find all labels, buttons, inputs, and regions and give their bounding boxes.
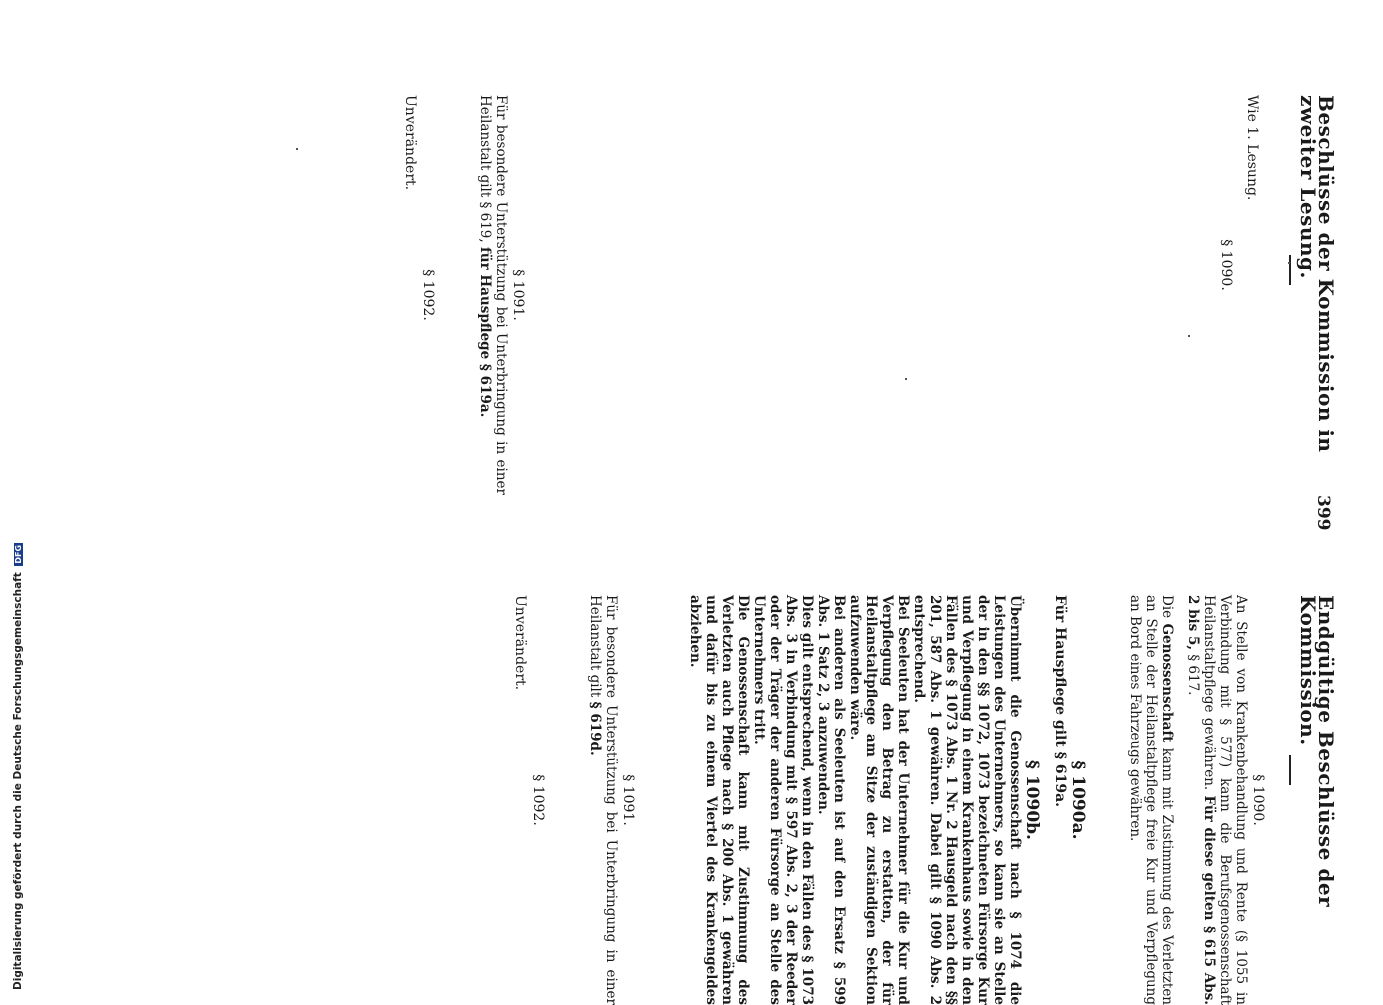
section-1090-right-p2-c: kann mit Zustimmung des Verletzten an Stelle der Heilanstaltpflege freie Kur und Verpflegung an Bord eines Fahrzeugs gewähren. [1127,595,1175,1005]
section-1091-left-text [477,95,509,495]
heading-rule-right [1289,755,1291,785]
section-1090b: § 1090b. [1022,760,1042,840]
section-1091-left-text-b: für Hauspflege § 619a. [477,246,493,418]
section-1091-right-text-b: § 619d. [587,701,603,756]
scan-speck [1288,262,1290,264]
section-1090-right-p2 [1127,595,1175,1005]
section-1091-left: § 1091. [510,269,526,321]
left-column [401,95,1338,495]
footer-sidebar [0,0,24,1000]
section-1090b-p4: Dies gilt entsprechend, wenn in den Fällen des § 1073 Abs. 3 in Verbindung mit § 597 Abs. 2, 3 der Reeder oder der Träger der anderen Fürsorge an Stelle des Unternehmers tritt. [751,595,815,1005]
section-1092-left: § 1092. [420,269,436,321]
section-1090a: § 1090a. [1068,760,1088,840]
section-1091-right-text-a: Für besondere Unterstützung bei Unterbringung in einer Heilanstalt gilt [587,595,619,1005]
heading-rule [1289,255,1291,285]
section-1090-right-p1 [1185,595,1249,1005]
section-1090-right-p2-b: Genossenschaft [1159,623,1175,743]
scan-speck [296,148,298,150]
section-1090a-text: Für Hauspflege gilt § 619a. [1052,595,1068,808]
page-number: 399 [1313,495,1333,531]
section-1090b-p1: Übernimmt die Genossenschaft nach § 1074 die Leistungen des Unternehmers, so kann sie an Stelle der in den §§ 1072, 1073 bezeichneten Fürsorge Kur und Verpflegung in einem Krankenhaus sowie in den Fällen des § 1073 Abs. 1 Nr. 2 Hausgeld nach den §§ 201, 587 Abs. 1 gewähren. Dabei gilt § 1090 Abs. 2 entsprechend. [911,595,1023,1005]
dfg-logo-icon: DFG [13,544,23,564]
scan-speck [1188,335,1190,337]
rotated-page [55,95,1338,1005]
section-1090-right-p1-c: § 617. [1185,650,1201,696]
section-1090-right: § 1090. [1250,774,1266,826]
section-1090-left: § 1090. [1218,239,1234,291]
section-1090-right-p1-b: Für diese gelten § 615 Abs. 2 bis 5, [1185,595,1217,1005]
section-1090-right-p2-a: Die [1159,595,1175,624]
section-1092-right-text: Unverändert. [512,595,528,691]
right-column-heading: Endgültige Beschlüsse der Kommission. [1296,595,1338,908]
section-1091-left-text-a: Für besondere Unterstützung bei Unterbringung in einer Heilanstalt gilt § 619, [477,95,509,495]
footer-text [12,544,24,990]
right-column [511,595,1338,1005]
section-1091-right-text [587,595,619,1005]
scan-speck [905,378,907,380]
section-1091-right: § 1091. [620,774,636,826]
left-column-heading: Beschlüsse der Kommission in zweiter Lesung. [1296,95,1338,453]
section-1090b-p5: Die Genossenschaft kann mit Zustimmung des Verletzten auch Pflege nach § 200 Abs. 1 gewähren und dafür bis zu einem Viertel des Krankengeldes abziehen. [687,595,751,1005]
reading-note: Wie 1. Lesung. [1244,95,1260,201]
section-1090b-p2: Bei Seeleuten hat der Unternehmer für die Kur und Verpflegung den Betrag zu erstatten, der für Heilanstaltpflege am Sitze der zuständigen Sektion aufzuwenden wäre. [847,595,911,1005]
footer-credit: Digitalisierung gefördert durch die Deutsche Forschungsgemeinschaft [12,572,24,990]
section-1090-right-p1-a: An Stelle von Krankenbehandlung und Rente (§ 1055 in Verbindung mit § 577) kann die Berufsgenossenschaft Heilanstaltpflege gewähren. [1201,595,1249,1005]
section-1092-left-text: Unverändert. [402,95,418,191]
section-1090b-p3: Bei anderen als Seeleuten ist auf den Ersatz § 599 Abs. 1 Satz 2, 3 anzuwenden. [815,595,847,1005]
section-1092-right: § 1092. [530,774,546,826]
